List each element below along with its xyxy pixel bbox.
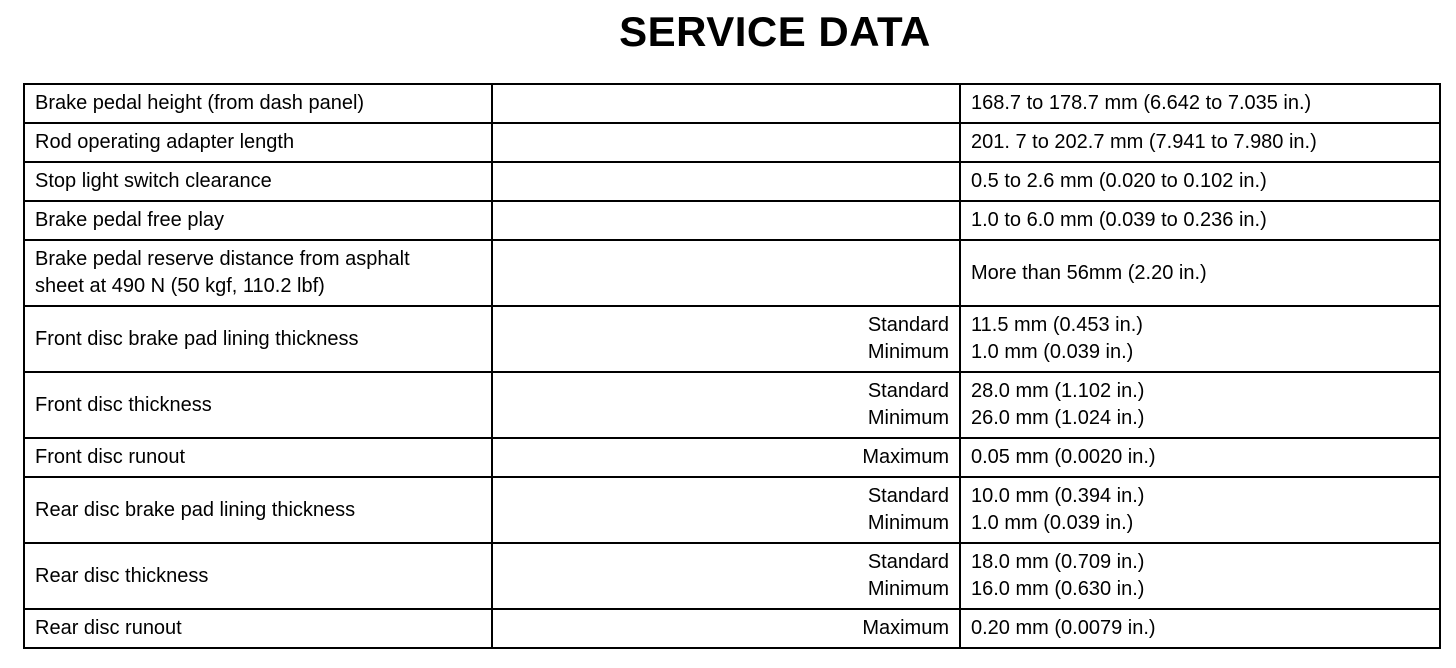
- condition-cell: [492, 201, 960, 240]
- item-cell: [24, 477, 492, 543]
- condition-cell: [492, 543, 960, 609]
- item-label: Stop light switch clearance: [35, 170, 272, 192]
- item-label: Brake pedal height (from dash panel): [35, 92, 365, 114]
- table-row: [24, 477, 1440, 543]
- value-cell: [960, 609, 1440, 648]
- item-label: Rear disc brake pad lining thickness: [35, 498, 356, 521]
- value-text: 0.05 mm (0.0020 in.): [971, 446, 1156, 468]
- item-label: sheet at 490 N (50 kgf, 110.2 lbf): [35, 275, 325, 297]
- value-cell: [960, 306, 1440, 372]
- item-cell: [24, 372, 492, 438]
- table-row: [24, 543, 1440, 609]
- item-cell: [24, 201, 492, 240]
- condition-label: Minimum: [867, 512, 949, 534]
- item-cell: [24, 84, 492, 123]
- value-cell: [960, 438, 1440, 477]
- item-cell: [24, 123, 492, 162]
- value-cell: [960, 201, 1440, 240]
- value-text: 168.7 to 178.7 mm (6.642 to 7.035 in.): [971, 92, 1312, 114]
- value-cell: [960, 240, 1440, 306]
- condition-cell: [492, 84, 960, 123]
- value-text: 10.0 mm (0.394 in.): [971, 485, 1145, 507]
- value-cell: [960, 162, 1440, 201]
- value-text: More than 56mm (2.20 in.): [971, 261, 1207, 284]
- item-label: Rear disc runout: [35, 617, 182, 639]
- item-label: Front disc runout: [35, 446, 186, 468]
- item-cell: [24, 438, 492, 477]
- condition-cell: [492, 123, 960, 162]
- condition-label: Standard: [867, 314, 949, 336]
- condition-label: Standard: [867, 485, 949, 507]
- item-label: Rear disc thickness: [35, 564, 209, 587]
- value-text: 26.0 mm (1.024 in.): [971, 407, 1145, 429]
- value-text: 11.5 mm (0.453 in.): [971, 314, 1143, 336]
- table-row: [24, 306, 1440, 372]
- condition-cell: [492, 162, 960, 201]
- value-cell: [960, 84, 1440, 123]
- value-cell: [960, 477, 1440, 543]
- value-text: 28.0 mm (1.102 in.): [971, 380, 1145, 402]
- table-row: [24, 438, 1440, 477]
- table-row: [24, 162, 1440, 201]
- item-label: Brake pedal reserve distance from asphalt: [35, 248, 410, 270]
- service-data-table: [23, 83, 1441, 649]
- table-row: [24, 84, 1440, 123]
- value-cell: [960, 543, 1440, 609]
- item-cell: [24, 240, 492, 306]
- item-label: Front disc brake pad lining thickness: [35, 327, 359, 350]
- condition-label: Minimum: [867, 341, 949, 363]
- value-text: 16.0 mm (0.630 in.): [971, 578, 1145, 600]
- table-row: [24, 609, 1440, 648]
- condition-cell: [492, 477, 960, 543]
- condition-label: Standard: [867, 380, 949, 402]
- item-cell: [24, 609, 492, 648]
- item-label: Brake pedal free play: [35, 209, 225, 231]
- condition-cell: [492, 306, 960, 372]
- condition-cell: [492, 609, 960, 648]
- item-cell: [24, 162, 492, 201]
- value-text: 1.0 mm (0.039 in.): [971, 512, 1134, 534]
- value-text: 18.0 mm (0.709 in.): [971, 551, 1145, 573]
- value-cell: [960, 372, 1440, 438]
- value-text: 0.5 to 2.6 mm (0.020 to 0.102 in.): [971, 170, 1267, 192]
- value-text: 1.0 to 6.0 mm (0.039 to 0.236 in.): [971, 209, 1267, 231]
- item-label: Rod operating adapter length: [35, 131, 295, 153]
- value-cell: [960, 123, 1440, 162]
- page-title: SERVICE DATA: [619, 8, 931, 55]
- condition-label: Minimum: [867, 407, 949, 429]
- item-cell: [24, 543, 492, 609]
- table-body: [24, 84, 1440, 648]
- condition-label: Standard: [867, 551, 949, 573]
- value-text: 201. 7 to 202.7 mm (7.941 to 7.980 in.): [971, 131, 1317, 153]
- item-cell: [24, 306, 492, 372]
- table-row: [24, 123, 1440, 162]
- condition-cell: [492, 372, 960, 438]
- value-text: 0.20 mm (0.0079 in.): [971, 617, 1156, 639]
- table-row: [24, 240, 1440, 306]
- value-text: 1.0 mm (0.039 in.): [971, 341, 1134, 363]
- condition-cell: [492, 438, 960, 477]
- table-row: [24, 372, 1440, 438]
- condition-label: Maximum: [862, 617, 949, 639]
- condition-cell: [492, 240, 960, 306]
- item-label: Front disc thickness: [35, 393, 212, 416]
- condition-label: Minimum: [867, 578, 949, 600]
- condition-label: Maximum: [862, 446, 949, 468]
- table-row: [24, 201, 1440, 240]
